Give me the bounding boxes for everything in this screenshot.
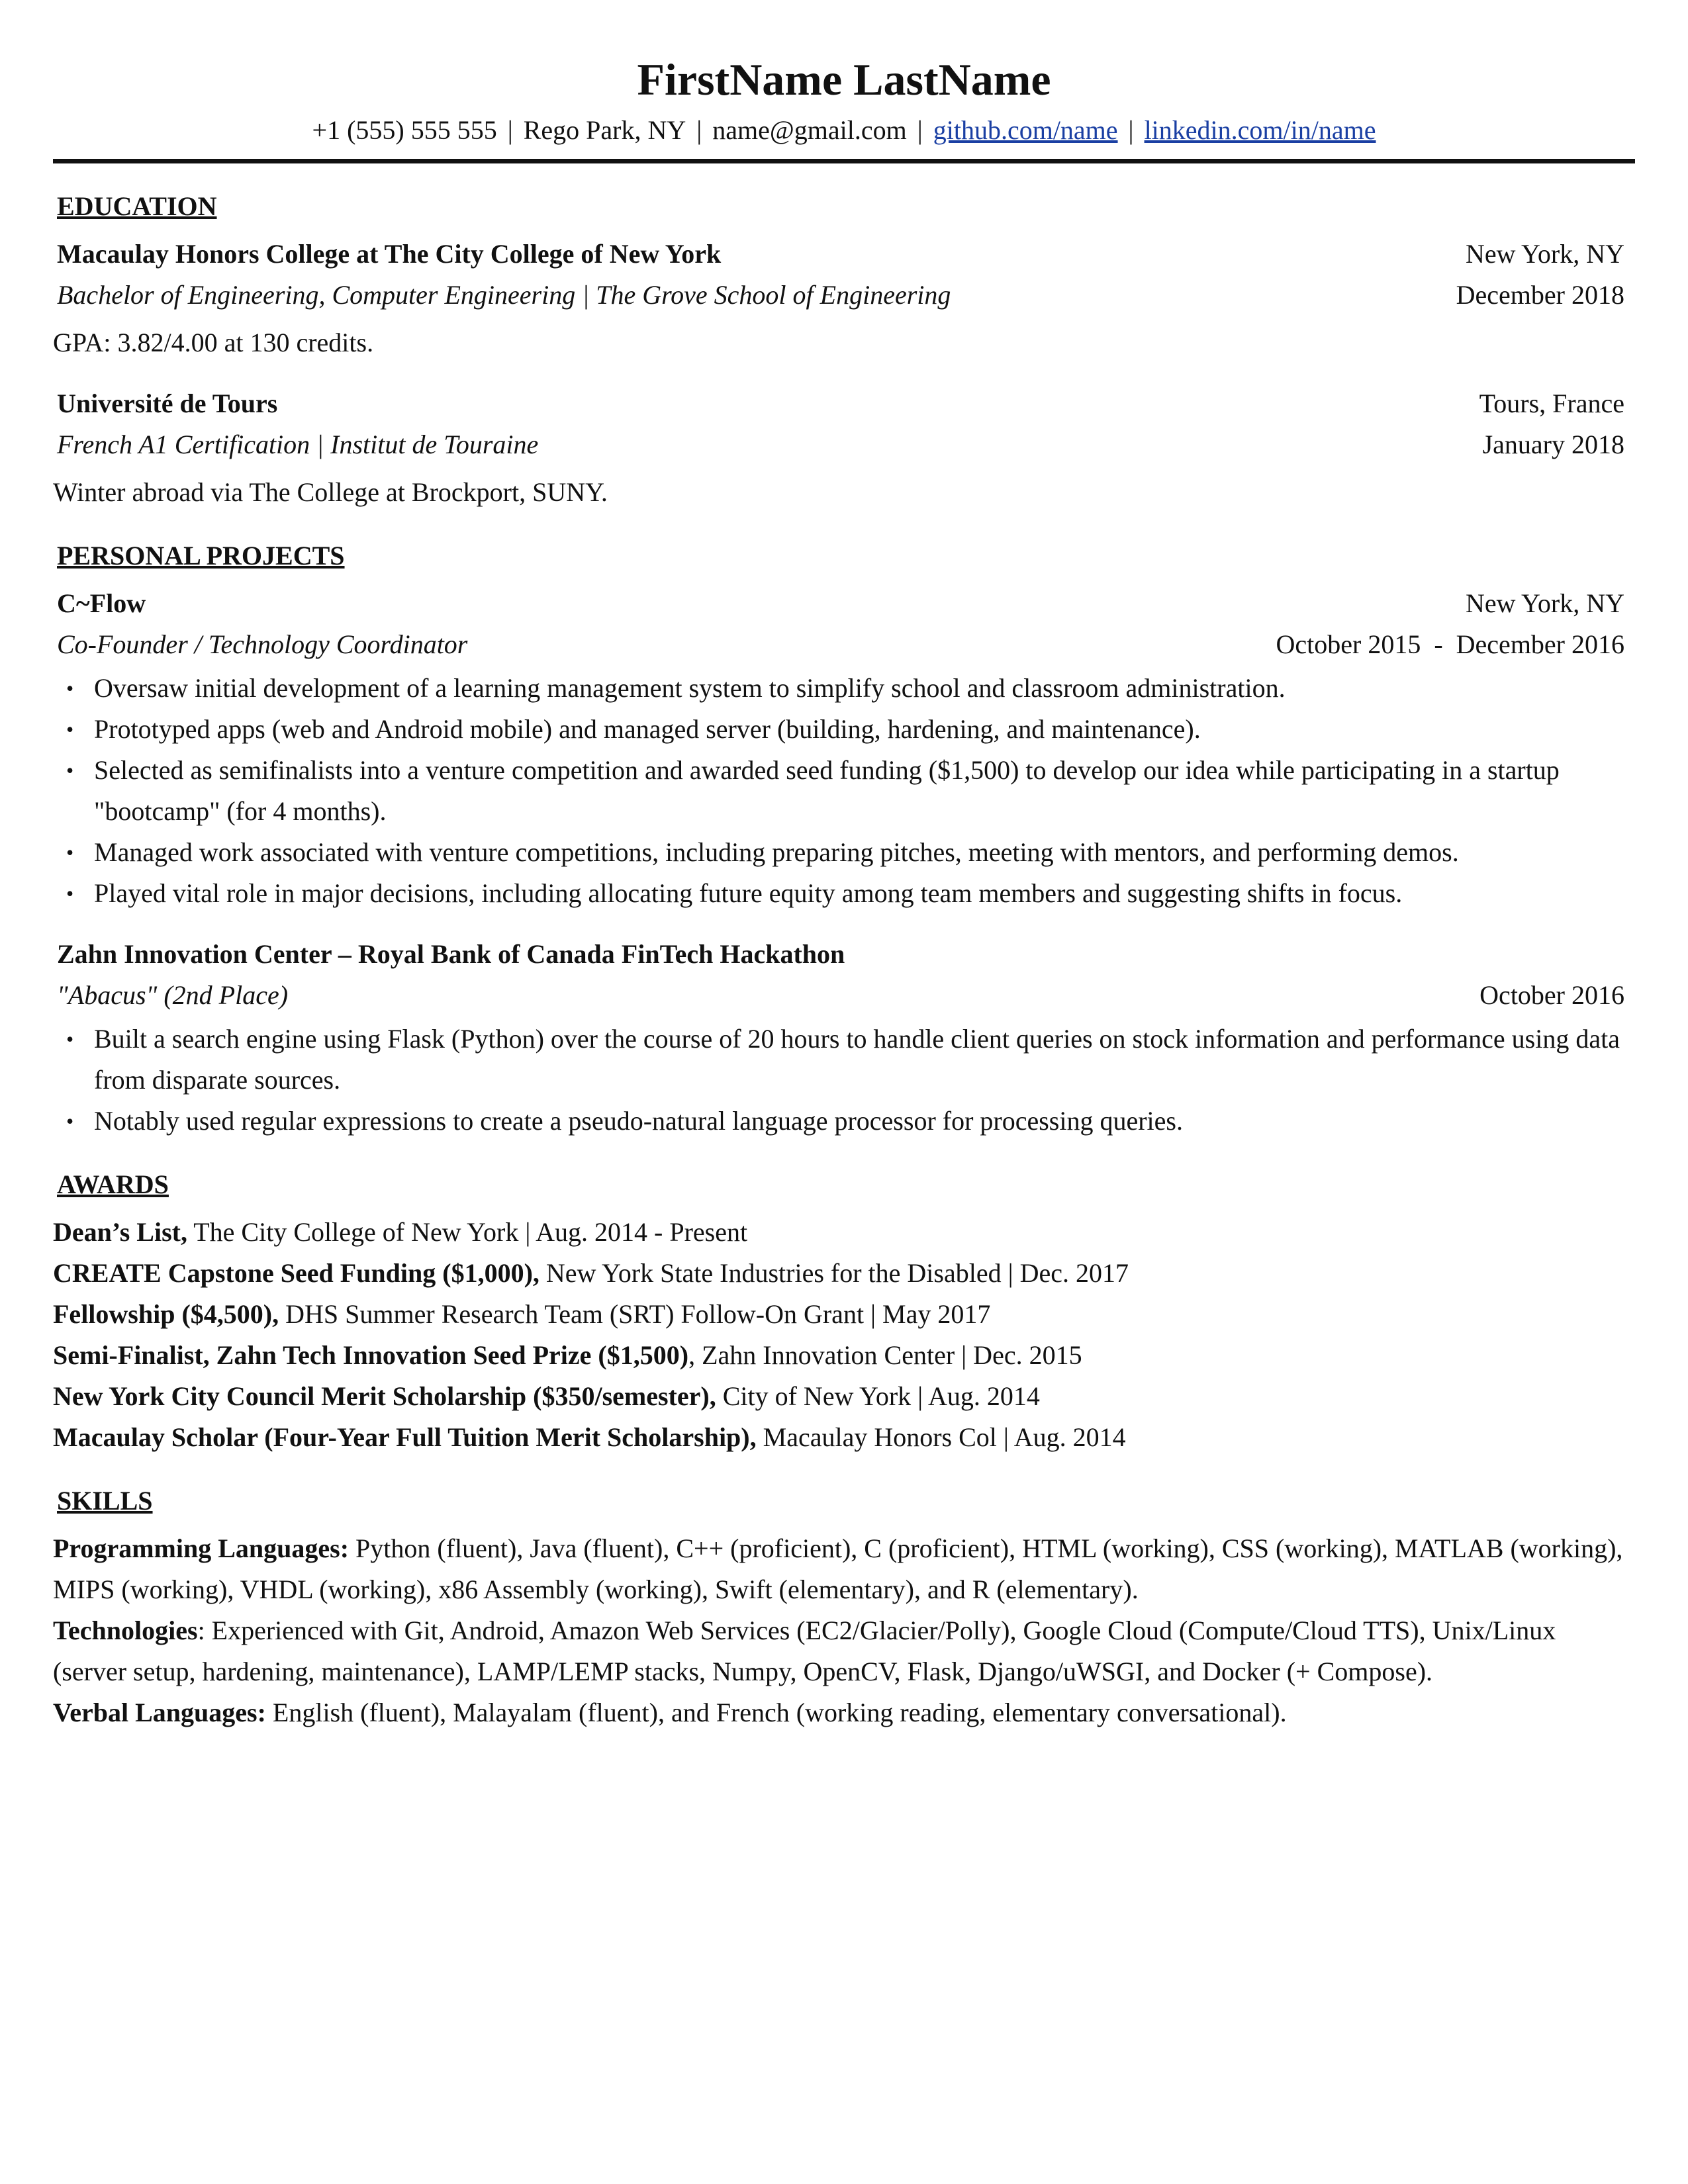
- email-address: name@gmail.com: [712, 115, 907, 145]
- skill-category: Verbal Languages:: [53, 1698, 266, 1727]
- entry-heading-row: [53, 383, 1635, 424]
- entry-date: October 2015 - December 2016: [1276, 629, 1624, 659]
- applicant-name: FirstName LastName: [637, 54, 1051, 105]
- award-name: CREATE Capstone Seed Funding ($1,000),: [53, 1258, 539, 1288]
- list-item: • Oversaw initial development of a learning management system to simplify school and classroom administration.: [53, 668, 1635, 709]
- section-title-awards: AWARDS: [57, 1169, 169, 1199]
- bullet-list: [53, 668, 1635, 914]
- entry-location: New York, NY: [1465, 588, 1624, 618]
- project-role: Co-Founder / Technology Coordinator: [57, 629, 468, 659]
- entry-heading-row: [53, 934, 1635, 975]
- award-detail: The City College of New York | Aug. 2014 - Present: [187, 1217, 748, 1247]
- section-title-education: EDUCATION: [57, 191, 217, 221]
- award-detail: DHS Summer Research Team (SRT) Follow-On Grant | May 2017: [279, 1299, 991, 1329]
- list-item: • Managed work associated with venture competitions, including preparing pitches, meeting with mentors, and performing demos.: [53, 832, 1635, 873]
- skill-item: [53, 1692, 1635, 1733]
- project-entry: [53, 583, 1635, 914]
- award-name: Dean’s List,: [53, 1217, 187, 1247]
- award-item: [53, 1376, 1635, 1417]
- award-item: [53, 1335, 1635, 1376]
- skill-detail: Python (fluent), Java (fluent), C++ (proficient), C (proficient), HTML (working), CSS (working), MATLAB (working), MIPS (working), VHDL (working), x86 Assembly (working), Swift (elementary), and R (elementary).: [53, 1533, 1623, 1604]
- list-item: • Prototyped apps (web and Android mobile) and managed server (building, hardening, and maintenance).: [53, 709, 1635, 750]
- phone-number: +1 (555) 555 555: [312, 115, 497, 145]
- skill-detail: : Experienced with Git, Android, Amazon Web Services (EC2/Glacier/Polly), Google Cloud (Compute/Cloud TTS), Unix/Linux (server setup, hardening, maintenance), LAMP/LEMP stacks, Numpy, OpenCV, Flask, Django/uWSGI, and Docker (+ Compose).: [53, 1615, 1556, 1686]
- github-link[interactable]: github.com/name: [933, 115, 1118, 145]
- award-detail: , Zahn Innovation Center | Dec. 2015: [688, 1340, 1082, 1370]
- project-name: C~Flow: [57, 588, 146, 618]
- award-name: Fellowship ($4,500),: [53, 1299, 279, 1329]
- project-name: Zahn Innovation Center – Royal Bank of Canada FinTech Hackathon: [57, 939, 845, 969]
- skill-category: Technologies: [53, 1615, 198, 1645]
- awards-list: [53, 1212, 1635, 1458]
- skill-detail: English (fluent), Malayalam (fluent), and French (working reading, elementary conversational).: [265, 1698, 1287, 1727]
- skills-list: [53, 1528, 1635, 1733]
- degree: French A1 Certification | Institut de Touraine: [57, 430, 539, 459]
- education-entry: [53, 234, 1635, 363]
- entry-date: December 2018: [1456, 280, 1624, 310]
- section-title-skills: SKILLS: [57, 1486, 153, 1516]
- project-role: "Abacus" (2nd Place): [57, 980, 289, 1010]
- skill-item: [53, 1610, 1635, 1692]
- award-detail: Macaulay Honors Col | Aug. 2014: [756, 1422, 1126, 1452]
- entry-heading-row: [53, 234, 1635, 275]
- entry-date: January 2018: [1482, 430, 1624, 459]
- separator: |: [1128, 115, 1134, 145]
- entry-location: New York, NY: [1465, 239, 1624, 269]
- resume-page: [53, 0, 1635, 1733]
- skill-category: Programming Languages:: [53, 1533, 350, 1563]
- entry-date: October 2016: [1479, 980, 1624, 1010]
- list-item: • Notably used regular expressions to create a pseudo-natural language processor for processing queries.: [53, 1101, 1635, 1142]
- award-name: New York City Council Merit Scholarship ($350/semester),: [53, 1381, 716, 1411]
- award-item: [53, 1417, 1635, 1458]
- list-item: • Played vital role in major decisions, including allocating future equity among team members and suggesting shifts in focus.: [53, 873, 1635, 914]
- entry-heading-row: [53, 583, 1635, 624]
- education-entry: [53, 383, 1635, 513]
- award-item: [53, 1253, 1635, 1294]
- separator: |: [507, 115, 513, 145]
- project-entry: [53, 934, 1635, 1142]
- separator: |: [917, 115, 923, 145]
- entry-subheading-row: [53, 624, 1635, 665]
- award-detail: New York State Industries for the Disabled | Dec. 2017: [539, 1258, 1129, 1288]
- location: Rego Park, NY: [523, 115, 686, 145]
- entry-subheading-row: [53, 275, 1635, 316]
- separator: |: [696, 115, 702, 145]
- list-item: • Built a search engine using Flask (Python) over the course of 20 hours to handle client queries on stock information and performance using data from disparate sources.: [53, 1019, 1635, 1101]
- linkedin-link[interactable]: linkedin.com/in/name: [1144, 115, 1376, 145]
- award-item: [53, 1212, 1635, 1253]
- bullet-list: [53, 1019, 1635, 1142]
- list-item: • Selected as semifinalists into a venture competition and awarded seed funding ($1,500) to develop our idea while participating in a startup "bootcamp" (for 4 months).: [53, 750, 1635, 832]
- education-note: Winter abroad via The College at Brockport, SUNY.: [53, 477, 608, 507]
- header-divider: [53, 159, 1635, 163]
- education-note: GPA: 3.82/4.00 at 130 credits.: [53, 328, 374, 357]
- award-detail: City of New York | Aug. 2014: [716, 1381, 1040, 1411]
- award-name: Macaulay Scholar (Four-Year Full Tuition Merit Scholarship),: [53, 1422, 757, 1452]
- contact-line: [53, 110, 1635, 151]
- school-name: Université de Tours: [57, 388, 278, 418]
- section-title-projects: PERSONAL PROJECTS: [57, 541, 345, 570]
- skill-item: [53, 1528, 1635, 1610]
- entry-location: Tours, France: [1479, 388, 1624, 418]
- school-name: Macaulay Honors College at The City College of New York: [57, 239, 722, 269]
- entry-subheading-row: [53, 424, 1635, 465]
- degree: Bachelor of Engineering, Computer Engineering | The Grove School of Engineering: [57, 280, 951, 310]
- entry-subheading-row: [53, 975, 1635, 1016]
- award-item: [53, 1294, 1635, 1335]
- award-name: Semi-Finalist, Zahn Tech Innovation Seed Prize ($1,500): [53, 1340, 689, 1370]
